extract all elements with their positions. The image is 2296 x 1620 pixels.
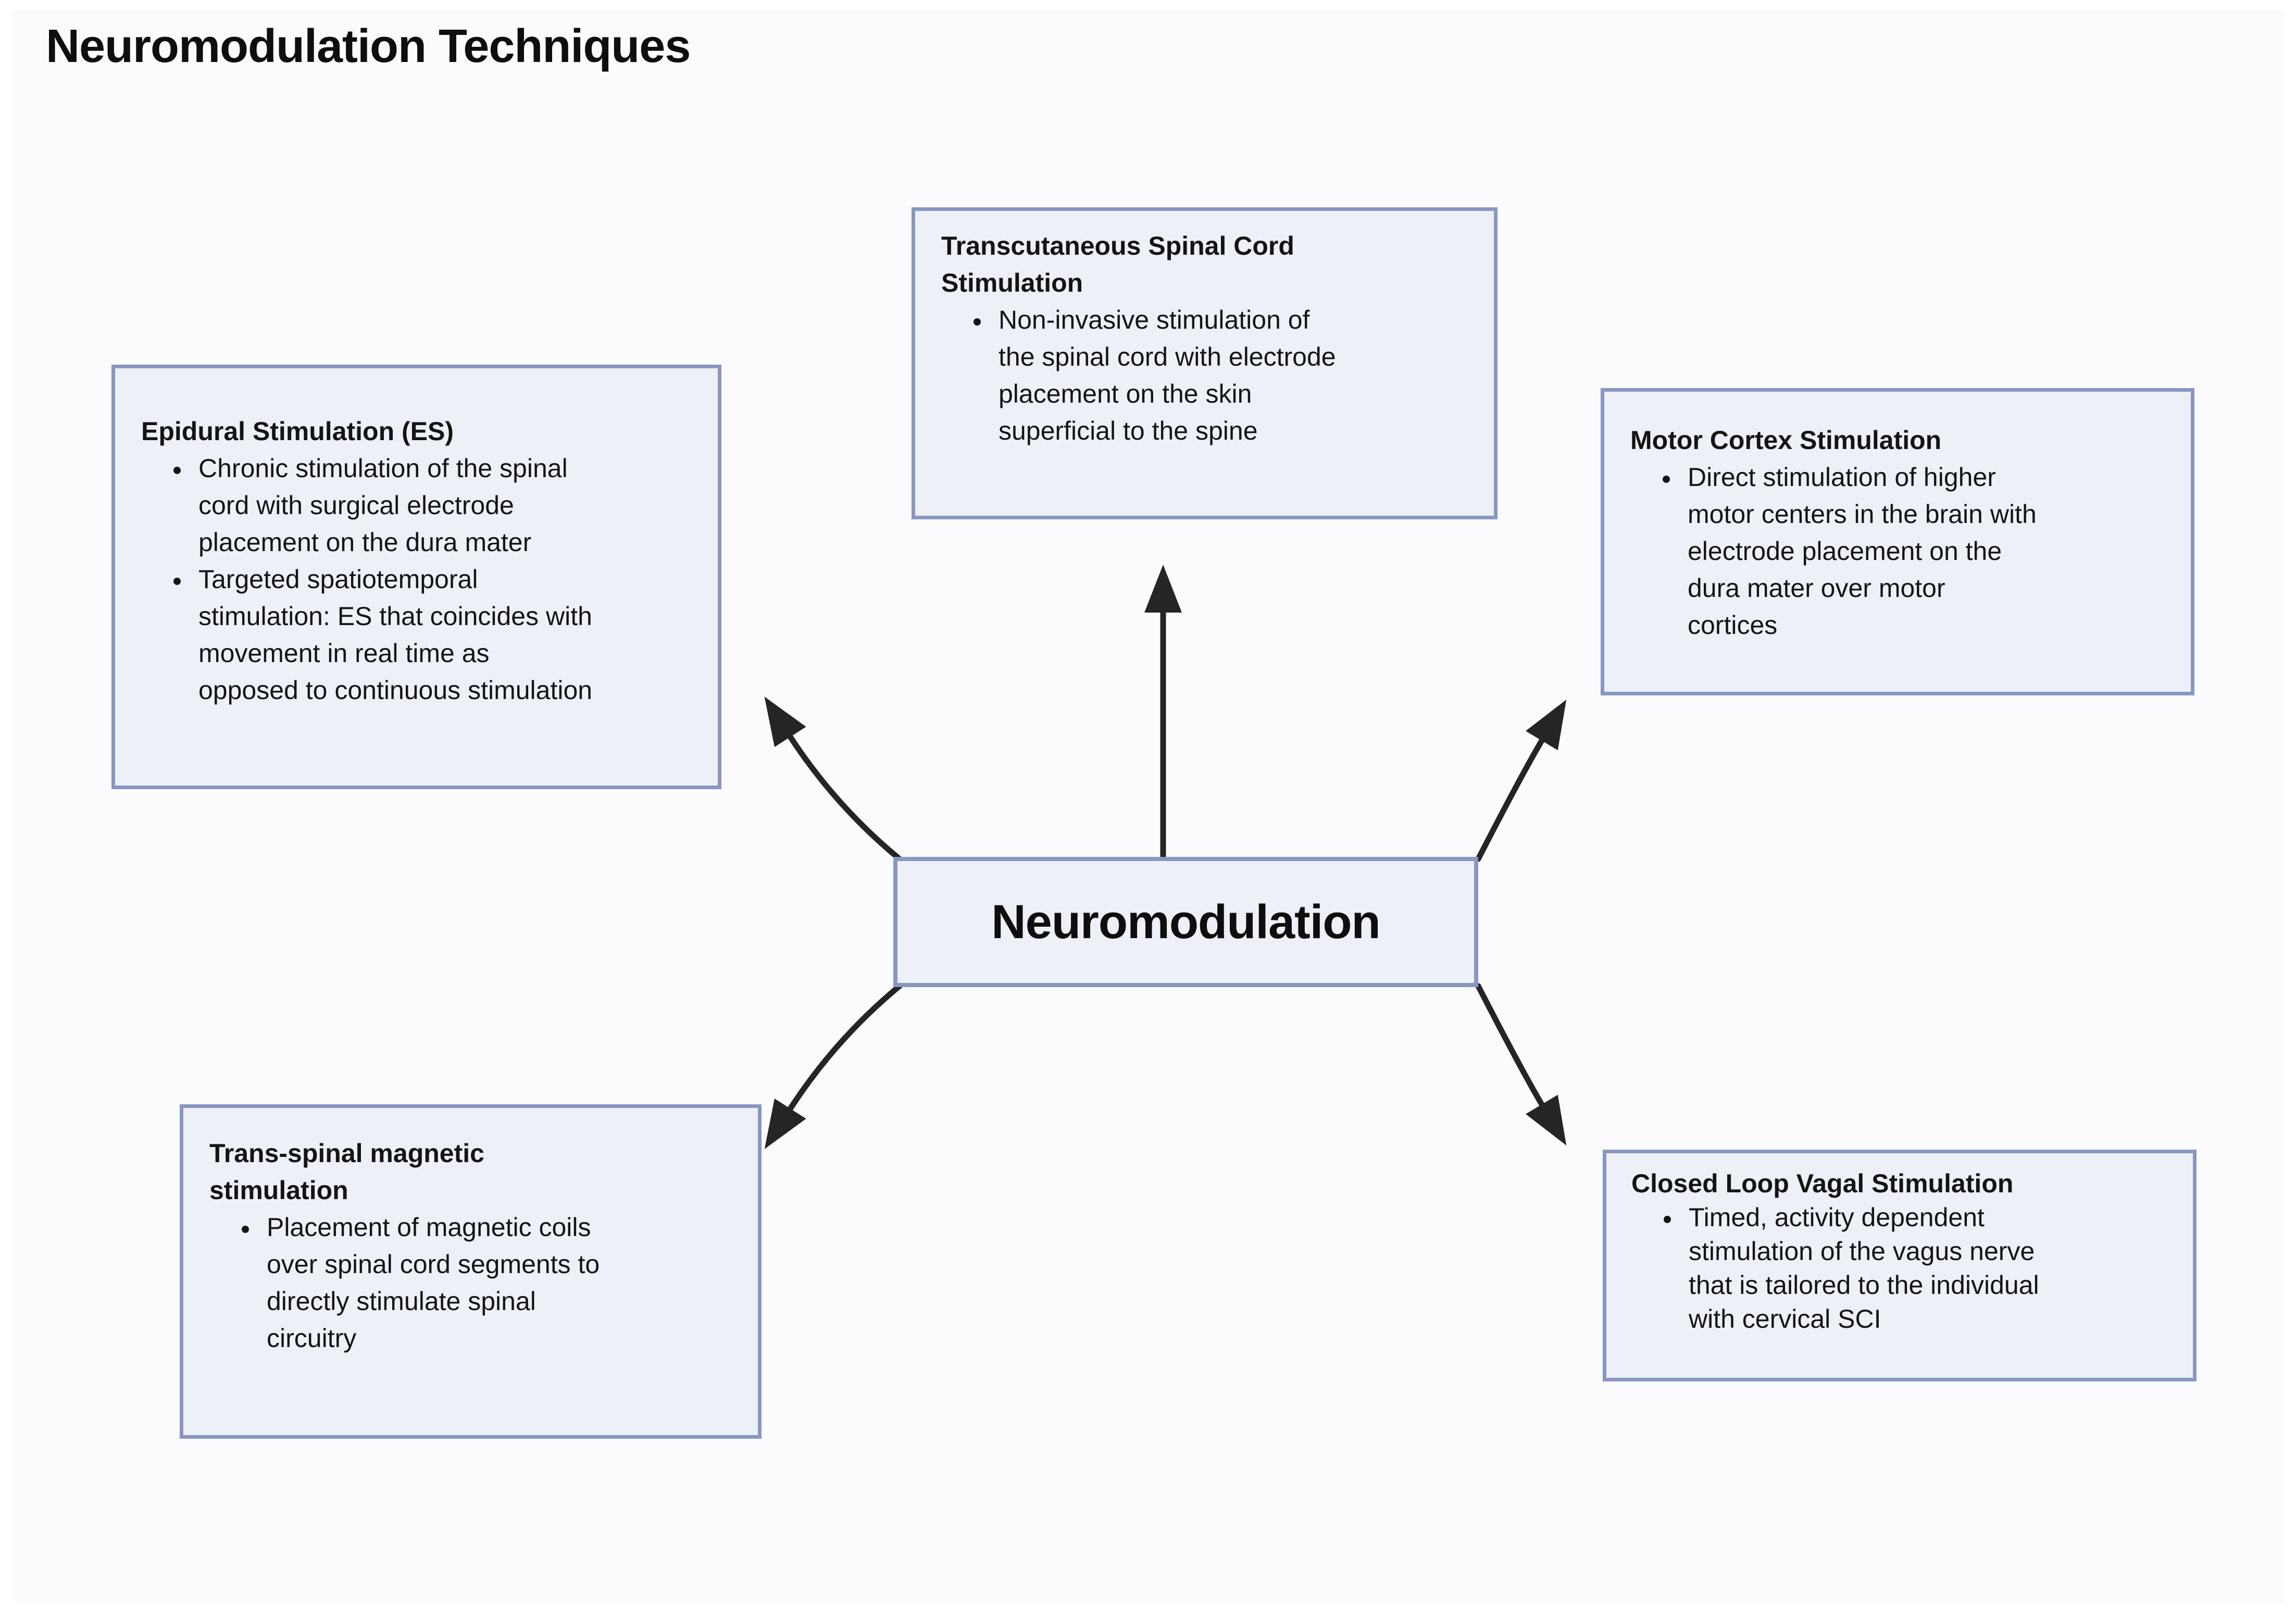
central-node-neuromodulation bbox=[893, 857, 1478, 987]
bullet-item: • Non-invasive stimulation of the spinal cord with electrode placement on the skin superficial to the spine bbox=[991, 302, 1342, 450]
page-title: Neuromodulation Techniques bbox=[46, 20, 691, 72]
bullet-item: • Placement of magnetic coils over spinal cord segments to directly stimulate spinal circuitry bbox=[259, 1209, 600, 1357]
bullet-item: • Chronic stimulation of the spinal cord with surgical electrode placement on the dura mater bbox=[191, 450, 594, 561]
arrow-to-closed-loop bbox=[1478, 986, 1544, 1108]
node-title: Motor Cortex Stimulation bbox=[1630, 426, 1942, 455]
node-title: Epidural Stimulation (ES) bbox=[141, 417, 454, 446]
node-trans-spinal-magnetic-stimulation bbox=[180, 1104, 762, 1439]
node-title: Transcutaneous Spinal Cord Stimulation bbox=[941, 231, 1294, 297]
bullet-list bbox=[141, 450, 694, 709]
node-closed-loop-vagal-stimulation bbox=[1603, 1150, 2197, 1381]
node-epidural-stimulation bbox=[111, 365, 721, 789]
bullet-item: • Direct stimulation of higher motor centers in the brain with electrode placement on the dura mater over motor cortices bbox=[1680, 459, 2042, 644]
arrow-to-motor-cortex bbox=[1478, 737, 1544, 859]
node-title: Trans-spinal magnetic stimulation bbox=[209, 1139, 484, 1205]
node-motor-cortex-stimulation bbox=[1601, 388, 2194, 695]
central-node-label: Neuromodulation bbox=[991, 895, 1380, 949]
bullet-item: • Timed, activity dependent stimulation of the vagus nerve that is tailored to the individual with cervical SCI bbox=[1681, 1201, 2064, 1336]
node-transcutaneous-spinal-cord-stimulation bbox=[912, 207, 1498, 519]
bullet-item: • Targeted spatiotemporal stimulation: ES that coincides with movement in real time as opposed to continuous stimulation bbox=[191, 561, 594, 709]
arrow-to-epidural bbox=[788, 733, 900, 859]
bullet-list bbox=[941, 302, 1471, 450]
bullet-list bbox=[1630, 459, 2168, 644]
bullet-list bbox=[1631, 1201, 2172, 1336]
node-title: Closed Loop Vagal Stimulation bbox=[1631, 1169, 2014, 1198]
arrow-to-trans-spinal bbox=[788, 986, 900, 1112]
bullet-list bbox=[209, 1209, 735, 1357]
